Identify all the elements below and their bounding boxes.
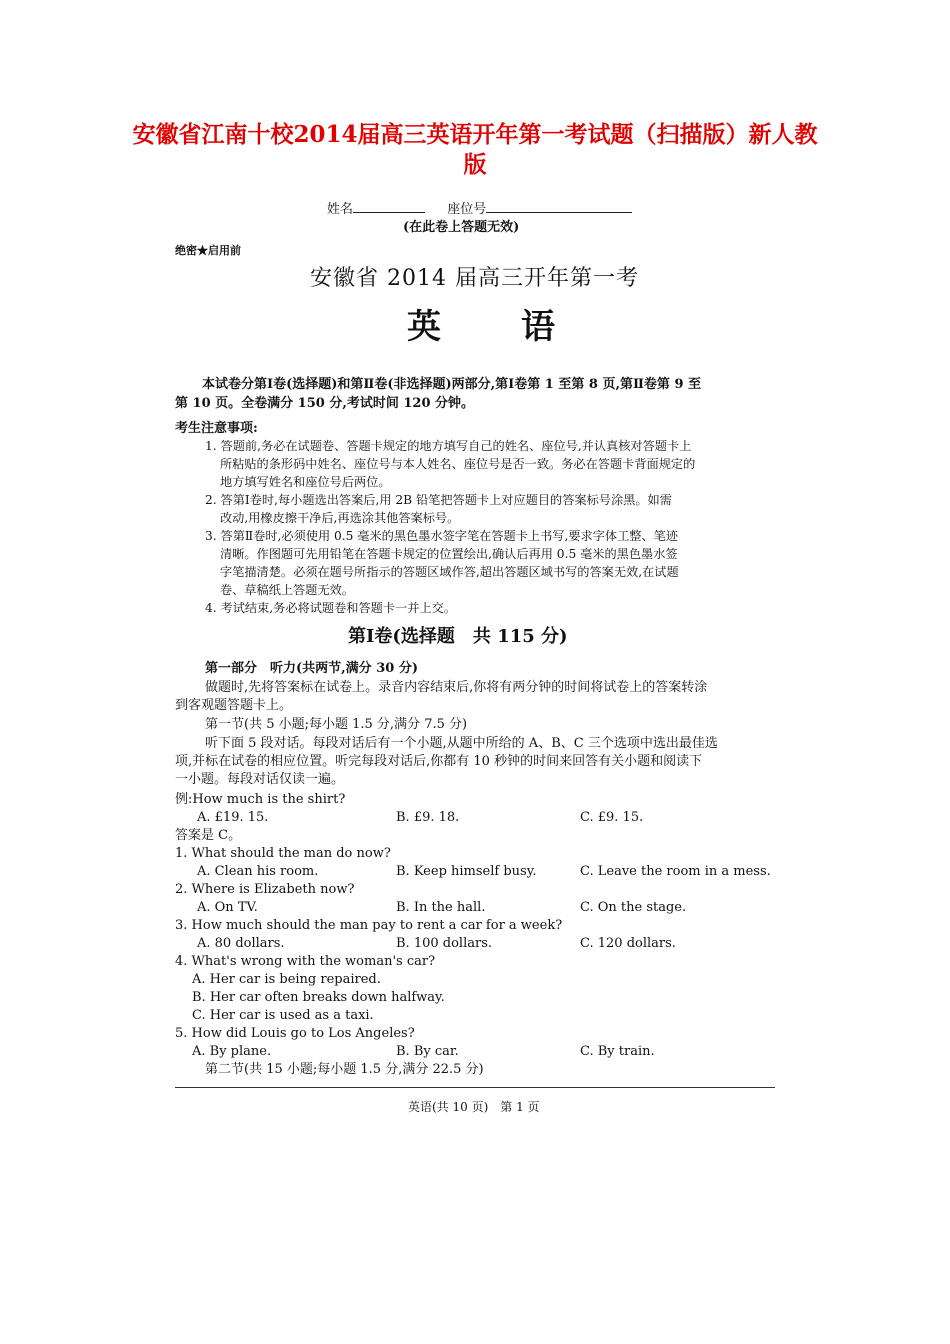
notes-heading: 考生注意事项: <box>175 421 258 436</box>
seat-blank <box>486 198 632 213</box>
q5-option-b: B. By car. <box>396 1044 459 1059</box>
note-line: 清晰。作图题可先用铅笔在答题卡规定的位置绘出,确认后再用 0.5 毫米的黑色墨水签 <box>220 547 678 561</box>
question-4: 4. What's wrong with the woman's car? <box>175 954 436 969</box>
example-option-b: B. £9. 18. <box>396 810 460 825</box>
part1-desc-2: 到客观题答题卡上。 <box>175 698 293 713</box>
sec2-heading: 第二节(共 15 小题;每小题 1.5 分,满分 22.5 分) <box>205 1062 484 1077</box>
example-option-a: A. £19. 15. <box>197 810 269 825</box>
sec1-desc-2: 项,并标在试卷的相应位置。听完每段对话后,你都有 10 秒钟的时间来回答有关小题和阅读下 <box>175 754 703 769</box>
sec1-desc-3: 一小题。每段对话仅读一遍。 <box>175 772 345 787</box>
q4-option-b: B. Her car often breaks down halfway. <box>192 990 445 1005</box>
q1-option-b: B. Keep himself busy. <box>396 864 537 879</box>
question-5: 5. How did Louis go to Los Angeles? <box>175 1026 415 1041</box>
question-1: 1. What should the man do now? <box>175 846 391 861</box>
question-3: 3. How much should the man pay to rent a car for a week? <box>175 918 563 933</box>
q4-option-a: A. Her car is being repaired. <box>192 972 381 987</box>
name-field-row <box>327 198 632 219</box>
exam-title: 安徽省 2014 届高三开年第一考 <box>310 266 639 291</box>
q3-option-a: A. 80 dollars. <box>197 936 285 951</box>
q3-option-b: B. 100 dollars. <box>396 936 492 951</box>
q2-option-c: C. On the stage. <box>580 900 687 915</box>
subject-title: 英 语 <box>407 307 559 347</box>
q2-option-b: B. In the hall. <box>396 900 486 915</box>
question-2: 2. Where is Elizabeth now? <box>175 882 355 897</box>
sec1-heading: 第一节(共 5 小题;每小题 1.5 分,满分 7.5 分) <box>205 717 468 732</box>
q2-option-a: A. On TV. <box>197 900 258 915</box>
q3-option-c: C. 120 dollars. <box>580 936 676 951</box>
note-line: 所粘贴的条形码中姓名、座位号与本人姓名、座位号是否一致。务必在答题卡背面规定的 <box>220 457 696 471</box>
note-line: 4. 考试结束,务必将试题卷和答题卡一并上交。 <box>205 601 456 615</box>
note-line: 改动,用橡皮擦干净后,再选涂其他答案标号。 <box>220 511 460 525</box>
footer-rule <box>175 1087 775 1088</box>
name-blank <box>353 198 425 213</box>
sec1-desc-1: 听下面 5 段对话。每段对话后有一个小题,从题中所给的 A、B、C 三个选项中选出最佳选 <box>205 736 718 751</box>
q5-option-a: A. By plane. <box>192 1044 272 1059</box>
seat-label: 座位号 <box>447 202 487 217</box>
page-footer: 英语(共 10 页) 第 1 页 <box>408 1100 540 1114</box>
q4-option-c: C. Her car is used as a taxi. <box>192 1008 374 1023</box>
part1-desc-1: 做题时,先将答案标在试卷上。录音内容结束后,你将有两分钟的时间将试卷上的答案转涂 <box>205 680 708 695</box>
q1-option-a: A. Clean his room. <box>197 864 319 879</box>
note-line: 卷、草稿纸上答题无效。 <box>220 583 355 597</box>
note-line: 地方填写姓名和座位号后两位。 <box>220 475 391 489</box>
example-answer: 答案是 C。 <box>175 828 242 843</box>
note-line: 1. 答题前,务必在试题卷、答题卡规定的地方填写自己的姓名、座位号,并认真核对答题卡上 <box>205 439 692 453</box>
name-label: 姓名 <box>327 202 354 217</box>
note-line: 字笔描清楚。必须在题号所指示的答题区域作答,超出答题区域书写的答案无效,在试题 <box>220 565 679 579</box>
scanned-page <box>170 188 785 1128</box>
note-line: 2. 答第Ⅰ卷时,每小题选出答案后,用 2B 铅笔把答题卡上对应题目的答案标号涂黑。如需 <box>205 493 672 507</box>
intro-line-2: 第 10 页。全卷满分 150 分,考试时间 120 分钟。 <box>175 396 475 411</box>
section-heading: 第Ⅰ卷(选择题 共 115 分) <box>348 626 568 647</box>
q1-option-c: C. Leave the room in a mess. <box>580 864 771 879</box>
secret-label: 绝密★启用前 <box>175 244 241 257</box>
example-question: 例:How much is the shirt? <box>175 792 346 807</box>
part1-heading: 第一部分 听力(共两节,满分 30 分) <box>205 661 418 676</box>
intro-line-1: 本试卷分第Ⅰ卷(选择题)和第Ⅱ卷(非选择题)两部分,第Ⅰ卷第 1 至第 8 页,第Ⅱ卷第 9 至 <box>202 377 702 392</box>
invalid-note: (在此卷上答题无效) <box>403 220 520 235</box>
note-line: 3. 答第Ⅱ卷时,必须使用 0.5 毫米的黑色墨水签字笔在答题卡上书写,要求字体工整、笔迹 <box>205 529 679 543</box>
document-title: 安徽省江南十校2014届高三英语开年第一考试题（扫描版）新人教版 <box>132 121 818 178</box>
q5-option-c: C. By train. <box>580 1044 655 1059</box>
example-option-c: C. £9. 15. <box>580 810 644 825</box>
